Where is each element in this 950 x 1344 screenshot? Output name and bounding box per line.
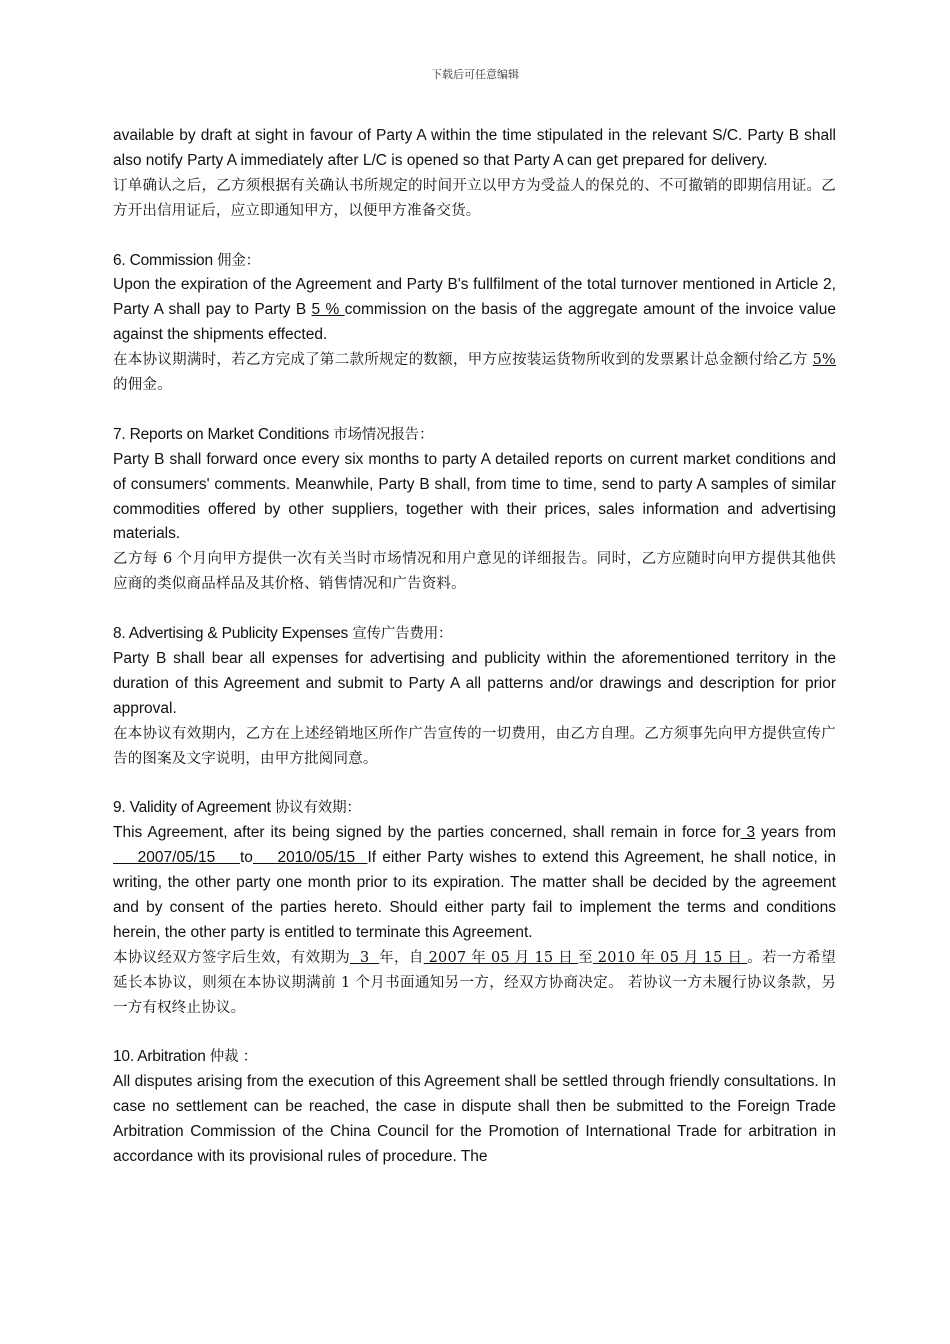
section-9-en-text-a: This Agreement, after its being signed by the parties concerned, shall remain in force for	[113, 824, 741, 842]
validity-from-date-en: 2007/05/15	[113, 849, 240, 867]
section-9-zh-paragraph	[113, 946, 836, 1021]
validity-to-date-zh: 2010 年 05 月 15 日	[592, 949, 748, 966]
commission-rate-en: 5 %	[311, 301, 345, 319]
section-9-heading	[113, 796, 836, 821]
section-6-heading	[113, 249, 836, 274]
section-6-title-en: 6. Commission	[113, 251, 218, 269]
section-8-heading	[113, 622, 836, 647]
section-9-en-text-b: years from	[755, 824, 836, 842]
section-6-en-paragraph	[113, 273, 836, 348]
section-9-zh-text-c: 至	[578, 949, 593, 966]
section-8-title-zh: 宣传广告费用：	[352, 626, 453, 643]
validity-years-en: 3	[740, 824, 756, 842]
section-9-title-en: 9. Validity of Agreement	[113, 799, 275, 817]
section-9-zh-text-b: 年，自	[379, 949, 424, 966]
intro-en-paragraph: available by draft at sight in favour of Party A within the time stipulated in the relevant S/C. Party B shall also notify Party A immediately after L/C is opened so that Party A can get prepared for delivery.	[113, 127, 836, 169]
section-7-title-en: 7. Reports on Market Conditions	[113, 425, 334, 443]
section-10-heading	[113, 1045, 836, 1070]
section-9-en-paragraph	[113, 821, 836, 946]
section-6-zh-paragraph	[113, 348, 836, 398]
section-9-en-text-d: If either Party wishes to extend this Agreement, he shall notice, in writing, the other party one month prior to its expiration. The matter shall be decided by the agreement and by consent of the parties hereto. Should either party fail to implement the terms and conditions herein, the other party is entitled to terminate this Agreement.	[113, 849, 836, 941]
section-6-title-zh: 佣金：	[217, 252, 260, 269]
page-header: 下载后可任意编辑	[431, 68, 519, 81]
validity-to-date-en: 2010/05/15	[252, 849, 368, 867]
section-10-title-zh: 仲裁 ：	[209, 1049, 258, 1066]
section-9-title-zh: 协议有效期：	[274, 800, 361, 817]
section-6-en-text-b: commission on the basis of the aggregate amount of the invoice value against the shipments effected.	[113, 301, 836, 344]
section-7-heading	[113, 423, 836, 448]
section-6-zh-text-a: 在本协议期满时，若乙方完成了第二款所规定的数额，甲方应按装运货物所收到的发票累计总金额付给乙方	[113, 352, 813, 369]
intro-zh-paragraph: 订单确认之后，乙方须根据有关确认书所规定的时间开立以甲方为受益人的保兑的、不可撤销的即期信用证。乙方开出信用证后，应立即通知甲方，以便甲方准备交货。	[113, 177, 836, 219]
commission-rate-zh: 5%	[812, 352, 836, 369]
section-7-zh-paragraph: 乙方每 6 个月向甲方提供一次有关当时市场情况和用户意见的详细报告。同时，乙方应随时向甲方提供其他供应商的类似商品样品及其价格、销售情况和广告资料。	[113, 551, 836, 593]
section-8-zh-paragraph: 在本协议有效期内，乙方在上述经销地区所作广告宣传的一切费用，由乙方自理。乙方须事先向甲方提供宣传广告的图案及文字说明，由甲方批阅同意。	[113, 725, 836, 767]
section-8-title-en: 8. Advertising & Publicity Expenses	[113, 625, 353, 643]
validity-from-date-zh: 2007 年 05 月 15 日	[423, 949, 579, 966]
section-7-en-paragraph: Party B shall forward once every six months to party A detailed reports on current market conditions and of consumers' comments. Meanwhile, Party B shall, from time to time, send to party A samples of similar commodities offered by other suppliers, together with their prices, sales information and advertising materials.	[113, 450, 836, 543]
section-8-en-paragraph: Party B shall bear all expenses for advertising and publicity within the aforementioned territory in the duration of this Agreement and submit to Party A all patterns and/or drawings and description for prior approval.	[113, 649, 836, 717]
document-body	[113, 124, 836, 1170]
section-6-en-text-a: Upon the expiration of the Agreement and Party B's fullfilment of the total turnover mentioned in Article 2, Party A shall pay to Party B	[113, 276, 836, 319]
section-6-zh-text-b: 的佣金。	[113, 377, 172, 394]
section-9-zh-text-a: 本协议经双方签字后生效，有效期为	[113, 949, 351, 966]
section-7-title-zh: 市场情况报告：	[333, 426, 434, 443]
section-10-title-en: 10. Arbitration	[113, 1048, 210, 1066]
section-9-en-text-c: to	[239, 849, 253, 867]
validity-years-zh: 3	[350, 949, 380, 966]
section-9-zh-text-d: 。若一方希望延长本协议，则须在本协议期满前 1 个月书面通知另一方，经双方协商决定。 若协议一方未履行协议条款，另一方有权终止协议。	[113, 949, 836, 1016]
section-10-en-paragraph: All disputes arising from the execution of this Agreement shall be settled through friendly consultations. In case no settlement can be reached, the case in dispute shall then be submitted to the Foreign Trade Arbitration Commission of the China Council for the Promotion of International Trade for arbitration in accordance with its provisional rules of procedure. The	[113, 1073, 836, 1166]
